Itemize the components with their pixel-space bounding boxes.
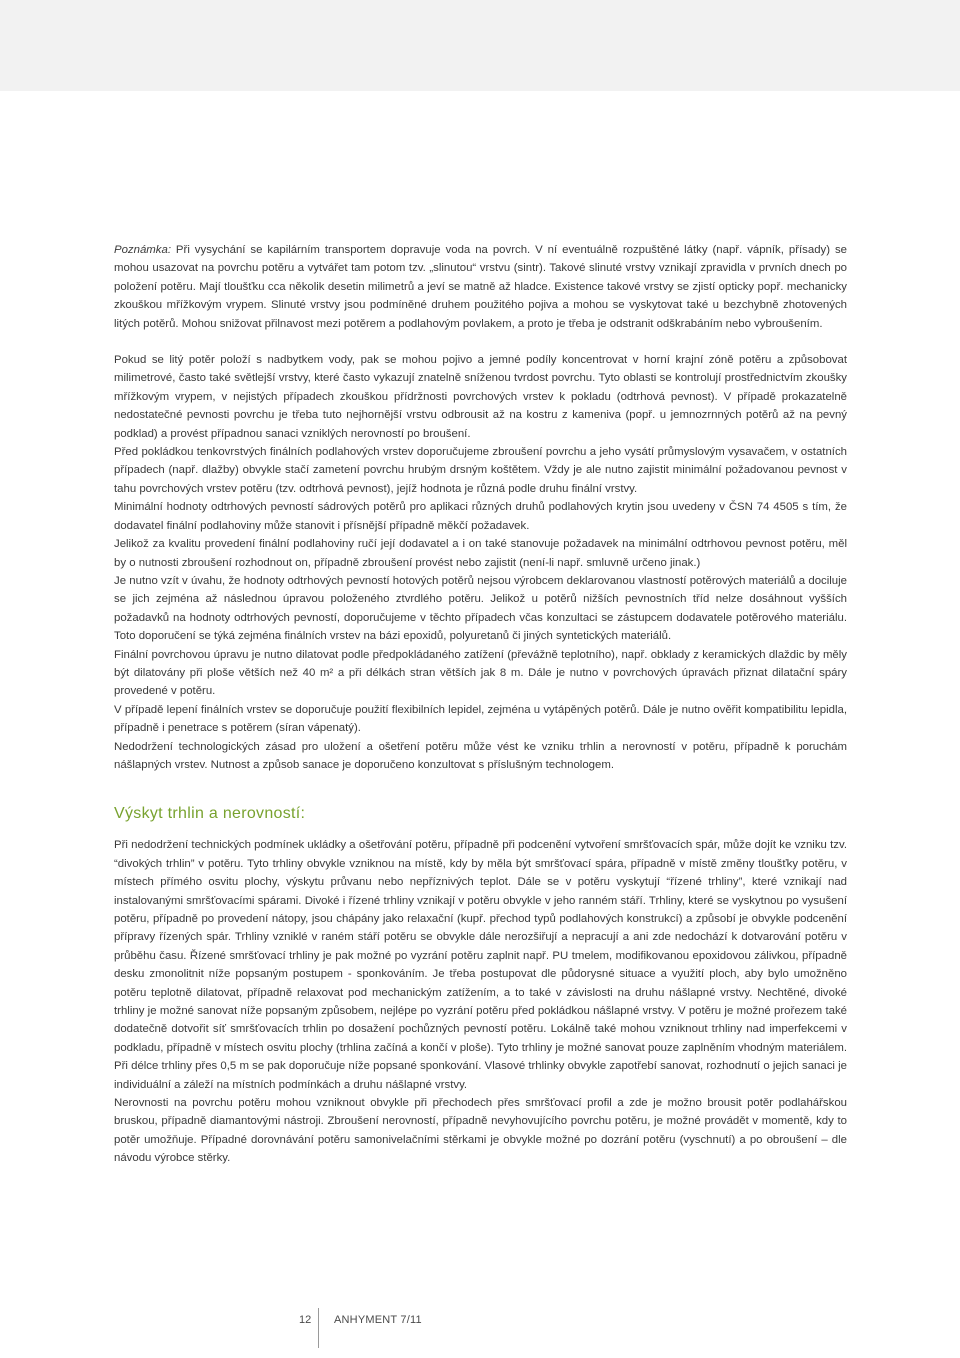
body-paragraph-2: Před pokládkou tenkovrstvých finálních podlahových vrstev doporučujeme zbroušení povrchu a jeho vysátí průmyslovým vysavačem, v ostatních případech (např. dlažby) obvykle stačí zametení povrchu hrubým drsným koštětem. Vždy je ale nutno zajistit minimální požadovanou pevnost v tahu povrchových vrstev potěru (tzv. odtrhová pevnost), jejíž hodnota je různá podle druhu finální vrstvy.: [114, 446, 847, 495]
body-paragraph-3: Minimální hodnoty odtrhových pevností sádrových potěrů pro aplikaci různých druhů podlahových krytin jsou uvedeny v ČSN 74 4505 s tím, že dodavatel finální podlahoviny může stanovit i přísnější případně měkčí požadavek.: [114, 501, 847, 532]
page-content: [114, 241, 847, 1168]
body-paragraph-5: Je nutno vzít v úvahu, že hodnoty odtrhových pevností hotových potěrů nejsou výrobcem deklarovanou vlastností potěrových materiálů a dociluje se jich zejména až následnou úpravou položeného ztvrdlého potěru. Jelikož u potěrů nižších pevnostních tříd nelze dosáhnout vyšších požadavků na hodnoty odtrhových pevností, doporučujeme v těchto případech včas konzultaci se zástupcem dodavatele potěrového materiálu. Toto doporučení se týká zejména finálních vrstev na bázi epoxidů, polyuretanů či jiných syntetických materiálů.: [114, 574, 847, 643]
body-paragraph-1: Pokud se litý potěr položí s nadbytkem vody, pak se mohou pojivo a jemné podíly koncentrovat v horní krajní zóně potěru a způsobovat milimetrové, často také světlejší vrstvy, které často vykazují znatelně sníženou tvrdost povrchu. Tyto oblasti se kontrolují prostřednictvím zkoušky mřížkovým vrypem, v nejistých případech zkouškou přídržnosti povrchových vrstev k pokladu (odtrhová pevnost). V případě prokazatelně nedostatečné pevnosti povrchu je třeba tuto nejhornější vrstvu odbrousit až na kostru z kameniva (popř. u jemnozrnných potěrů až na pevný podklad) a provést případnou sanaci vzniklých nerovností po broušení.: [114, 354, 847, 440]
section-paragraph-1: Při nedodržení technických podmínek ukládky a ošetřování potěru, případně při podcenění vytvoření smršťovacích spár, může dojít ke vzniku tzv. “divokých trhlin” v potěru. Tyto trhliny obvykle vzniknou na místě, kdy by měla být smršťovací spára, případně v místě změny tloušťky potěru, v místech přímého osvitu plochy, výskytu průvanu nebo nepříznivých teplot. Dále se v potěru vyskytují “řízené trhliny”, které vznikají nad instalovanými smršťovacími spárami. Divoké i řízené trhliny vznikají v potěru obvykle v jeho ranném stáří. Trhliny, které se vyskytnou po vysušení potěru, případně po provedení nátopy, jsou chápány jako relaxační (kupř. přechod typů podlahových konstrukcí) a způsobí je obvykle podcenění přípravy řízených spár. Trhliny vzniklé v raném stáří potěru se obvykle dále nerozšiřují a nepracují a ani zde nedochází k dotvarování potěru v průběhu času. Řízené smršťovací trhliny je pak možné po vyzrání potěru zaplnit např. PU tmelem, modifikovanou epoxidovou zálivkou, případně desku zmonolitnit níže popsaným postupem - sponkováním. Je třeba postupovat dle půdorysné situace a využití ploch, aby bylo umožněno potěru teplotně dilatovat, případně relaxovat pod mechanickým zatížením, a to také v závislosti na druhu nášlapné vrstvy. Nechtěné, divoké trhliny je možné sanovat níže popsaným způsobem, nejlépe po vyzrání potěru před pokládkou nášlapné vrstvy. V potěru je možné prořezem také dodatečně dotvořit síť smršťovacích trhlin po dosažení pochůzných pevností potěru. Lokálně také mohou vzniknout trhliny nad imperfekcemi v podkladu, případně v místech osvitu plochy (trhlina začíná a končí v ploše). Tyto trhliny je možné sanovat pouze zaplněním vhodným materiálem. Při délce trhliny přes 0,5 m se pak doporučuje níže popsané sponkování. Vlasové trhlinky obvykle zapotřebí sanovat, rozhodnutí o jejich sanaci je individuální a záleží na místních podmínkách a druhu nášlapné vrstvy.: [114, 839, 847, 1091]
note-paragraph: [114, 241, 847, 333]
body-paragraph-4: Jelikož za kvalitu provedení finální podlahoviny ručí její dodavatel a i on také stanovuje požadavek na minimální odtrhovou pevnost potěru, měl by o nutnosti zbroušení rozhodnout on, případně zbroušení provést nebo zajistit (není-li např. smluvně určeno jinak.): [114, 538, 847, 569]
body-paragraph-6: Finální povrchovou úpravu je nutno dilatovat podle předpokládaného zatížení (převážně teplotního), např. obklady z keramických dlaždic by měly být dilatovány při ploše větších než 40 m² a při délkách stran větších jak 8 m. Dále je nutno v povrchových úpravách přiznat dilatační spáry provedené v potěru.: [114, 648, 847, 698]
paragraph-gap: [114, 333, 847, 351]
publication-title: ANHYMENT 7/11: [334, 1314, 422, 1326]
header-band: [0, 0, 960, 91]
footer-divider: [318, 1308, 319, 1348]
section-paragraph-2: Nerovnosti na povrchu potěru mohou vzniknout obvykle při přechodech přes smršťovací profil a zde je možno brousit potěr podlahářskou bruskou, případně diamantovými nástroji. Zbroušení nerovností, případně nevyhovujícího povrchu potěru, je možné provádět v momentě, kdy to potěr umožňuje. Případné dorovnávání potěru samonivelačními stěrkami je obvykle možné po dozrání potěru (vyschnutí) a po obroušení – dle návodu výrobce stěrky.: [114, 1097, 847, 1165]
note-label: Poznámka:: [114, 244, 171, 256]
body-paragraph-7: V případě lepení finálních vrstev se doporučuje použití flexibilních lepidel, zejména u vytápěných potěrů. Dále je nutno ověřit kompatibilitu lepidla, případně i penetrace s potěrem (síran vápenatý).: [114, 703, 847, 735]
section-heading: Výskyt trhlin a nerovností:: [114, 805, 306, 823]
body-paragraph-8: Nedodržení technologických zásad pro uložení a ošetření potěru může vést ke vzniku trhlin a nerovností v potěru, případně k poruchám nášlapných vrstev. Nutnost a způsob sanace je doporučeno konzultovat s příslušným technologem.: [114, 740, 847, 771]
note-text: Při vysychání se kapilárním transportem dopravuje voda na povrch. V ní eventuálně rozpuštěné látky (např. vápník, přísady) se mohou usazovat na povrchu potěru a vytvářet tam potom tzv. „slinutou“ vrstvu (sintr). Takové slinuté vrstvy vznikají zpravidla v prvních dnech po položení potěru. Mají tloušťku cca několik desetin milimetrů a jeví se matně až hladce. Existence takové vrstvy se zjistí opticky popř. mechanicky zkouškou mřížkovým vrypem. Slinuté vrstvy jsou podmíněné druhem použitého pojiva a mohou se vyskytovat také u bezchybně zhotovených litých potěrů. Mohou snižovat přilnavost mezi potěrem a podlahovým povlakem, a proto je třeba je odstranit odškrabáním nebo vybroušením.: [114, 244, 847, 330]
page-number: 12: [299, 1314, 312, 1326]
page-footer: [0, 1306, 960, 1336]
